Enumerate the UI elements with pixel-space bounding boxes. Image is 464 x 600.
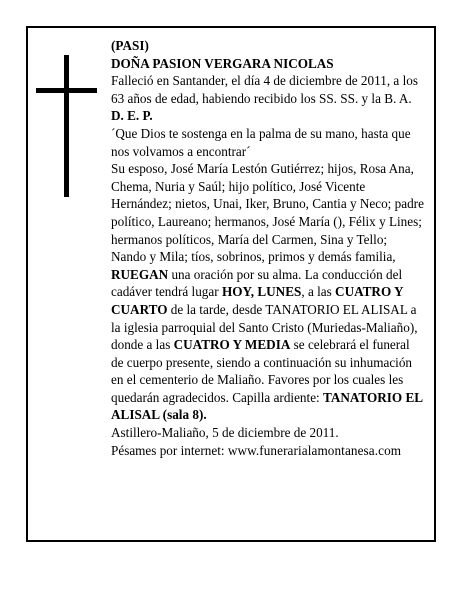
service-text-4: se celebrará el funeral de cuerpo presente, siendo a continuación su inhumación en el cementerio de Maliaño. Favores por los cuales les quedarán agradecidos. Capilla ardiente: bbox=[111, 337, 413, 405]
place-date: Astillero-Maliaño, 5 de diciembre de 2011. bbox=[111, 425, 339, 441]
service-text-2: , a las bbox=[301, 284, 336, 300]
service-time: CUATRO Y CUARTO bbox=[111, 284, 404, 317]
family-list: Su esposo, José María Lestón Gutiérrez; hijos, Rosa Ana, Chema, Nuria y Saúl; hijo político, José Vicente Hernández; nietos, Unai, Iker, Bruno, Cantia y Neco; padre político, Laureano; hermanos, José María (), Félix y Lines; hermanos políticos, María del Carmen, Sina y Tello; Nando y Mila; tíos, sobrinos, primos y demás familia, bbox=[111, 161, 424, 265]
ruegan-label: RUEGAN bbox=[111, 266, 169, 282]
deceased-name: DOÑA PASION VERGARA NICOLAS bbox=[111, 55, 334, 71]
condolences-label: Pésames por internet: bbox=[111, 442, 228, 458]
service-details bbox=[111, 266, 424, 424]
funeral-time: CUATRO Y MEDIA bbox=[173, 337, 291, 353]
capilla-location: TANATORIO EL ALISAL (sala 8). bbox=[111, 389, 423, 423]
service-text-3: de la tarde, desde TANATORIO EL ALISAL a la iglesia parroquial del Santo Cristo (Muriedas-Maliaño), donde a las bbox=[111, 301, 418, 353]
cross-icon bbox=[64, 55, 69, 197]
obituary-text bbox=[111, 37, 424, 459]
service-text-1: una oración por su alma. La conducción del cadáver tendrá lugar bbox=[111, 266, 403, 300]
service-day: HOY, LUNES bbox=[221, 284, 302, 300]
website-link[interactable]: www.funerarialamontanesa.com bbox=[227, 442, 402, 458]
cross-icon-bar bbox=[36, 88, 97, 93]
pasi-label: (PASI) bbox=[111, 38, 149, 53]
quote: ´Que Dios te sostenga en la palma de su mano, hasta que nos volvamos a encontrar´ bbox=[111, 125, 411, 159]
death-statement: Falleció en Santander, el día 4 de diciembre de 2011, a los 63 años de edad, habiendo recibido los SS. SS. y la B. A. bbox=[111, 73, 418, 106]
condolences-line bbox=[111, 442, 424, 460]
dep-label: D. E. P. bbox=[111, 108, 153, 124]
